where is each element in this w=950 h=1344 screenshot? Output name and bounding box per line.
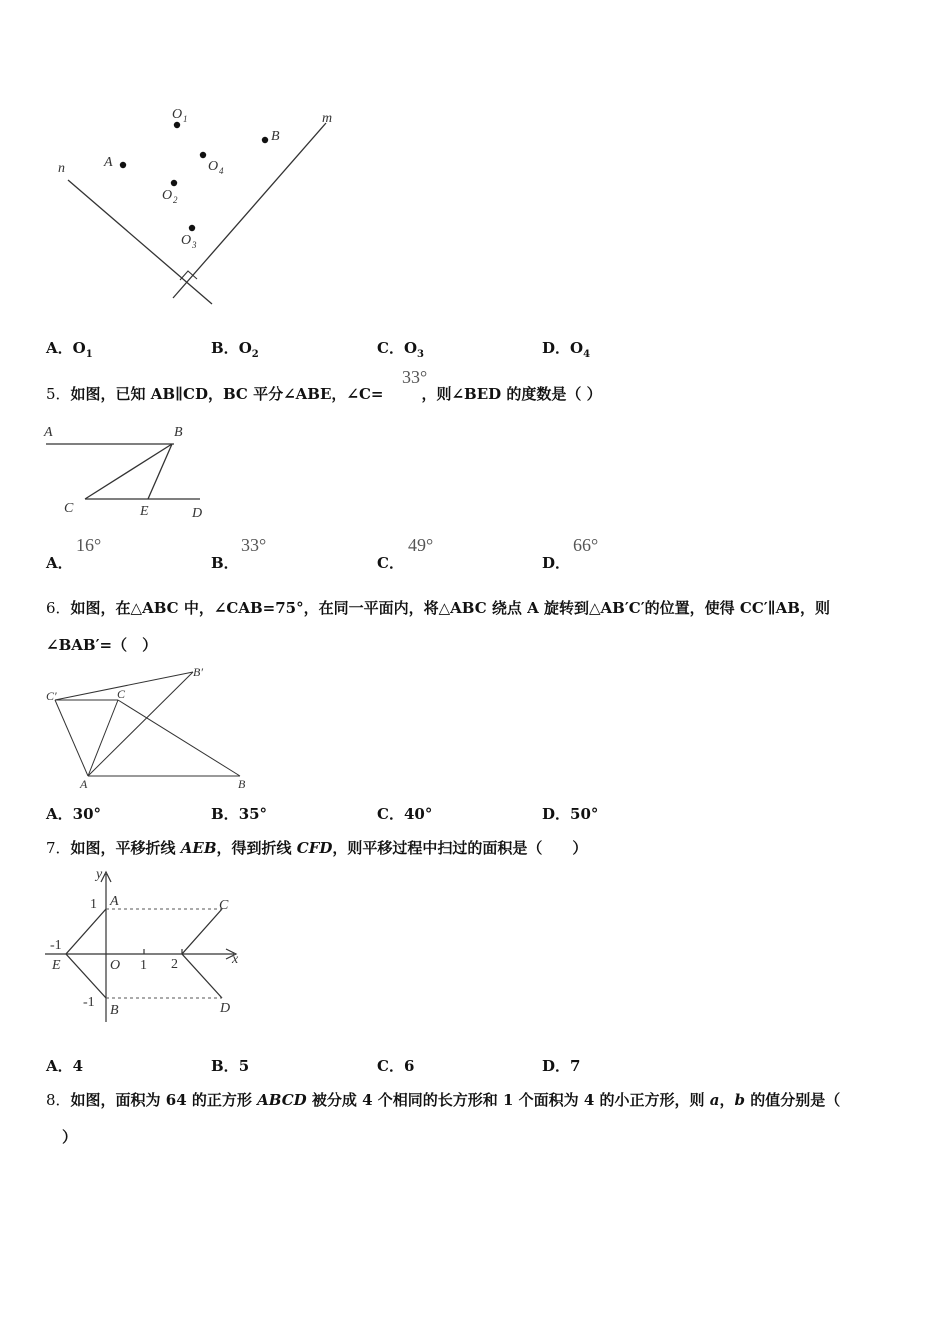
label-O: O [110, 958, 121, 973]
q5-text-a: 如图，已知 AB∥CD，BC 平分∠ABE，∠C= [70, 385, 384, 403]
option-letter: B． [211, 805, 239, 823]
label-B: B [110, 1003, 119, 1018]
segment-ABp [88, 672, 193, 776]
label-y-1: 1 [90, 897, 97, 912]
option-sub: 2 [251, 349, 259, 360]
question-number: 5． [46, 385, 71, 403]
label-C: C [64, 501, 74, 516]
option-letter: B． [211, 554, 239, 572]
label-B: B [238, 777, 246, 791]
q5-angle: 33° [402, 367, 428, 387]
q5-option-a [46, 552, 73, 573]
option-letter: D． [542, 554, 571, 572]
point-O2 [171, 180, 177, 186]
q6-stem-line1 [46, 597, 830, 618]
figure-q5 [40, 420, 220, 525]
segment-CpA [55, 700, 88, 776]
q7-option-a [46, 1055, 83, 1076]
question-number: 8． [46, 1091, 71, 1109]
q8-stem-line2 [62, 1126, 77, 1147]
option-value: 35° [238, 805, 268, 823]
q7-option-b [211, 1055, 249, 1076]
label-E: E [140, 504, 149, 519]
q6-option-a [46, 803, 101, 824]
option-letter: C． [377, 554, 404, 572]
q5-text-b: ，则∠BED 的度数是（ ） [421, 385, 602, 403]
q8-line2: ） [62, 1128, 78, 1146]
question-number: 7． [46, 839, 71, 857]
option-value: 4 [72, 1057, 84, 1075]
option-letter: A． [46, 554, 73, 572]
q7-stem [46, 837, 587, 858]
label-O4-sub: 4 [219, 166, 224, 176]
q8-abcd: ABCD [257, 1091, 307, 1109]
label-x-neg1: -1 [50, 938, 62, 953]
label-O2: O [162, 188, 173, 203]
point-A [120, 162, 126, 168]
label-x: x [232, 952, 239, 967]
option-value: 7 [570, 1057, 581, 1075]
point-O3 [189, 225, 195, 231]
q5-option-a-value: 16° [76, 535, 102, 555]
q4-option-a [46, 337, 93, 360]
option-letter: A． [46, 1057, 73, 1075]
option-value: 50° [570, 805, 599, 823]
q7-text-b: ，得到折线 [216, 839, 297, 857]
q6-line2: ∠BAB′=（ ） [46, 636, 158, 654]
option-value: 6 [403, 1057, 415, 1075]
option-value: 5 [238, 1057, 250, 1075]
q5-option-b [211, 552, 239, 573]
option-letter: D． [542, 339, 571, 357]
question-number: 6． [46, 599, 71, 617]
q6-option-c [377, 803, 432, 824]
q8-text-a: 如图，面积为 64 的正方形 [70, 1091, 258, 1109]
label-B: B [174, 425, 183, 440]
q7-text-a: 如图，平移折线 [70, 839, 181, 857]
q6-option-b [211, 803, 267, 824]
q7-aeb: AEB [180, 839, 217, 857]
q6-stem-line2 [46, 634, 157, 655]
option-letter: A． [46, 805, 73, 823]
label-A: A [104, 155, 113, 170]
q8-b: b [734, 1091, 745, 1109]
figure-q7 [40, 862, 250, 1027]
q8-comma: ， [719, 1091, 735, 1109]
option-value: O [403, 339, 418, 357]
label-D: D [220, 1001, 231, 1016]
q8-text-b: 被分成 4 个相同的长方形和 1 个面积为 4 的小正方形，则 [306, 1091, 710, 1109]
option-letter: D． [542, 805, 571, 823]
q6-option-d [542, 803, 598, 824]
label-A: A [110, 894, 119, 909]
option-letter: C． [377, 1057, 404, 1075]
q5-option-c [377, 552, 404, 573]
option-value: O [238, 339, 252, 357]
label-Bp: B′ [193, 665, 203, 679]
q5-option-d-value: 66° [573, 535, 599, 555]
label-n: n [58, 161, 65, 176]
q7-cfd: CFD [296, 839, 333, 857]
label-m: m [322, 111, 333, 126]
label-O2-sub: 2 [173, 195, 178, 205]
option-letter: A． [46, 339, 73, 357]
label-O4: O [208, 159, 219, 174]
point-B [262, 137, 268, 143]
label-y: y [96, 867, 103, 882]
option-sub: 1 [85, 349, 93, 360]
option-letter: C． [377, 339, 404, 357]
option-sub: 3 [417, 349, 424, 360]
segment-CB [118, 700, 240, 776]
label-B: B [271, 129, 280, 144]
option-sub: 4 [583, 349, 591, 360]
q7-option-c [377, 1055, 414, 1076]
option-value: O [570, 339, 584, 357]
q6-line1: 如图，在△ABC 中，∠CAB=75°，在同一平面内，将△ABC 绕点 A 旋转到△AB′C′的位置，使得 CC′∥AB，则 [70, 599, 830, 617]
q5-option-c-value: 49° [408, 535, 434, 555]
option-letter: B． [211, 339, 239, 357]
q4-option-b [211, 337, 259, 360]
q5-option-b-value: 33° [241, 535, 267, 555]
label-C: C [219, 898, 229, 913]
q7-option-d [542, 1055, 580, 1076]
label-A: A [80, 777, 88, 791]
label-O3-sub: 3 [192, 240, 197, 250]
option-letter: C． [377, 805, 404, 823]
q4-option-d [542, 337, 590, 360]
option-letter: D． [542, 1057, 571, 1075]
label-D: D [192, 506, 203, 521]
label-A: A [44, 425, 53, 440]
q8-stem-line1 [46, 1089, 840, 1110]
option-value: O [72, 339, 86, 357]
label-y-neg1: -1 [83, 995, 95, 1010]
line-m [173, 123, 326, 298]
q4-option-c [377, 337, 424, 360]
figure-q6 [40, 662, 260, 792]
label-O1-sub: 1 [183, 114, 188, 124]
segment-CA [88, 700, 118, 776]
q8-a: a [709, 1091, 720, 1109]
label-C: C [117, 687, 126, 701]
segment-BC [85, 444, 172, 499]
q8-text-c: 的值分别是（ [744, 1091, 841, 1109]
label-x-2: 2 [171, 957, 178, 972]
option-letter: B． [211, 1057, 239, 1075]
label-x-1: 1 [140, 958, 147, 973]
q5-option-d [542, 552, 570, 573]
option-value: 40° [403, 805, 433, 823]
figure-q4 [40, 100, 360, 315]
q5-stem [46, 383, 602, 404]
label-E: E [52, 958, 61, 973]
option-value: 30° [72, 805, 102, 823]
label-O3: O [181, 233, 192, 248]
q7-text-c: ，则平移过程中扫过的面积是（ ） [332, 839, 588, 857]
point-O4 [200, 152, 206, 158]
point-O1 [174, 122, 180, 128]
label-O1: O [172, 107, 183, 122]
label-Cp: C′ [46, 689, 57, 703]
